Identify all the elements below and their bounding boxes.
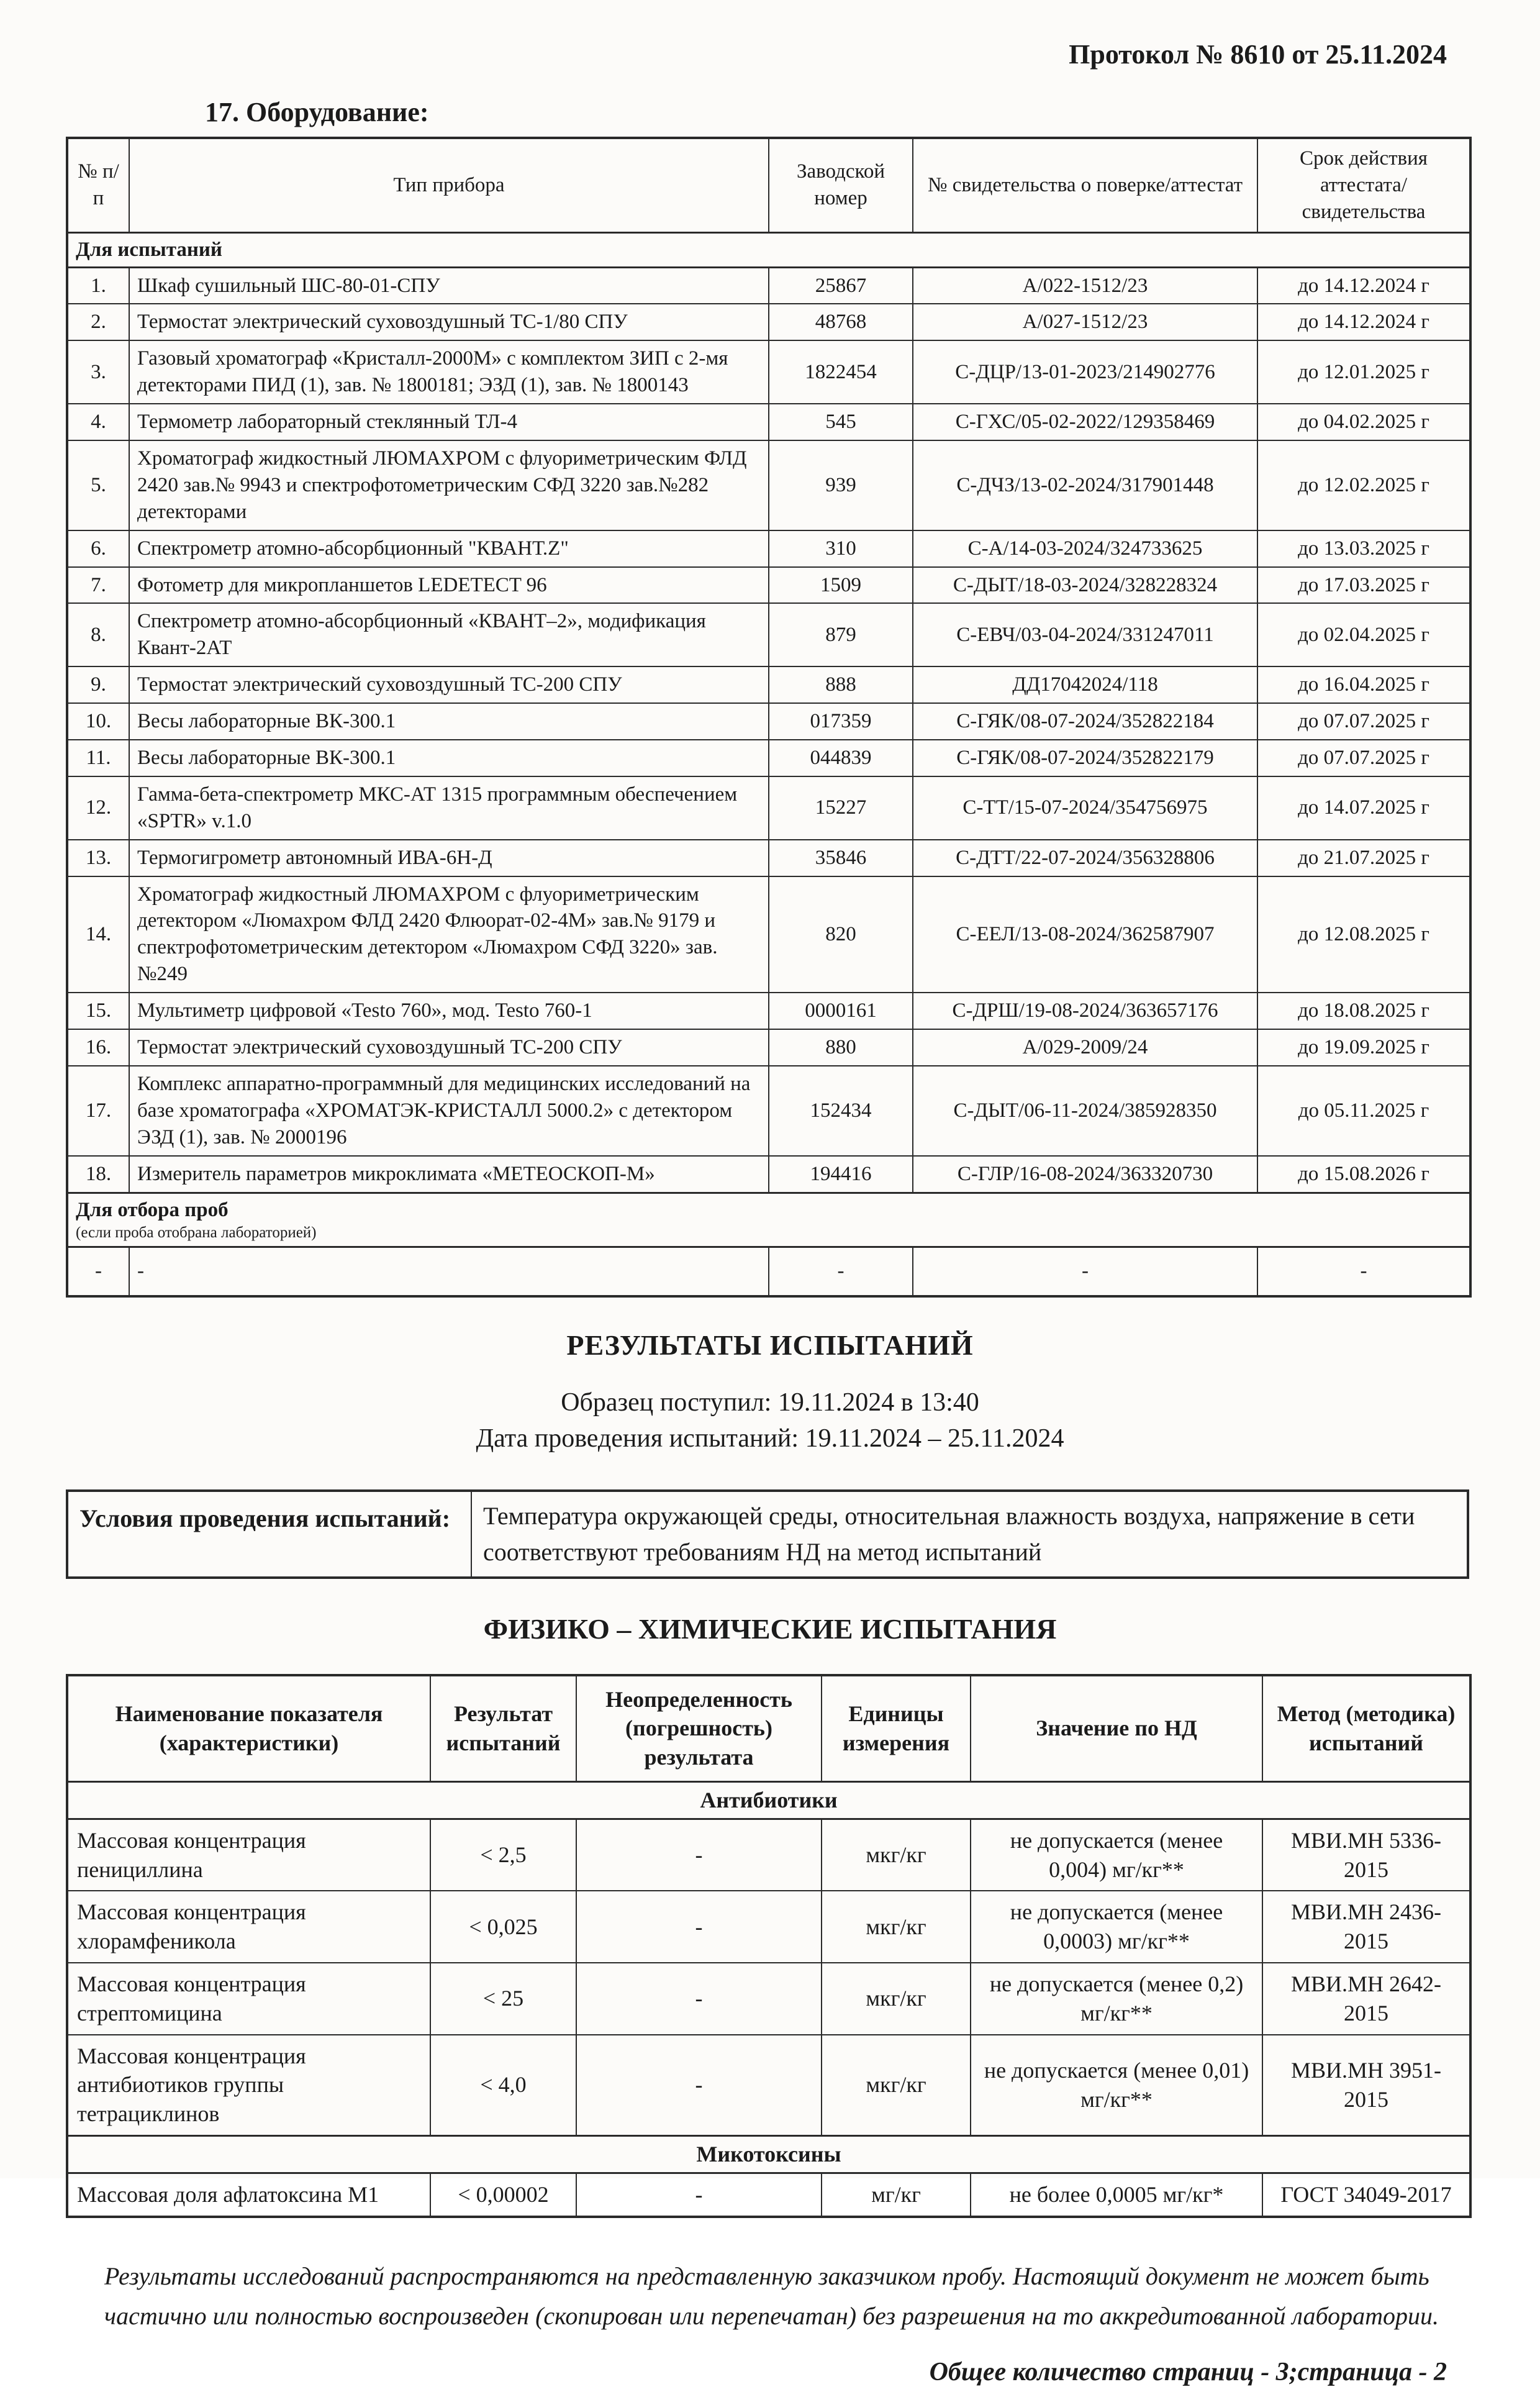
table-cell: 017359 (769, 703, 913, 740)
table-cell: 25867 (769, 267, 913, 304)
table-cell: 15. (67, 993, 129, 1029)
table-cell: 6. (67, 530, 129, 567)
table-cell: - (1257, 1247, 1470, 1296)
table-cell: до 07.07.2025 г (1257, 740, 1470, 776)
table-cell: С-ДТТ/22-07-2024/356328806 (913, 840, 1257, 876)
table-row (67, 1963, 1470, 2035)
equipment-section-title: 17. Оборудование: (205, 97, 429, 127)
table-row (67, 2173, 1470, 2216)
table-cell: 9. (67, 666, 129, 703)
table-cell: до 05.11.2025 г (1257, 1066, 1470, 1156)
table-cell: до 12.08.2025 г (1257, 876, 1470, 993)
column-header-type: Тип прибора (129, 138, 769, 232)
column-header-units: Единицы измерения (822, 1675, 971, 1782)
table-cell: 5. (67, 440, 129, 530)
table-cell: мкг/кг (822, 1819, 971, 1891)
table-cell: 880 (769, 1029, 913, 1066)
table-cell: мг/кг (822, 2173, 971, 2216)
table-cell: - (913, 1247, 1257, 1296)
table-row (67, 776, 1470, 840)
column-header-indicator: Наименование показателя (характеристики) (67, 1675, 430, 1782)
table-row (67, 840, 1470, 876)
table-cell: до 16.04.2025 г (1257, 666, 1470, 703)
table-cell: до 02.04.2025 г (1257, 603, 1470, 666)
section-note: (если проба отобрана лабораторией) (76, 1224, 317, 1242)
table-row (67, 703, 1470, 740)
table-cell: - (129, 1247, 769, 1296)
conditions-label: Условия проведения испытаний: (67, 1491, 471, 1578)
table-cell: до 12.01.2025 г (1257, 340, 1470, 404)
table-cell: мкг/кг (822, 2035, 971, 2136)
table-cell: С-А/14-03-2024/324733625 (913, 530, 1257, 567)
table-cell: 13. (67, 840, 129, 876)
table-cell: до 13.03.2025 г (1257, 530, 1470, 567)
section-label: Антибиотики (67, 1782, 1470, 1819)
table-cell: < 0,00002 (430, 2173, 576, 2216)
table-cell: 7. (67, 567, 129, 604)
table-cell: 48768 (769, 304, 913, 340)
table-cell: Спектрометр атомно-абсорбционный "КВАНТ.Z" (129, 530, 769, 567)
table-cell: С-ДЫТ/06-11-2024/385928350 (913, 1066, 1257, 1156)
table-cell: 879 (769, 603, 913, 666)
table-cell: ГОСТ 34049-2017 (1262, 2173, 1470, 2216)
table-cell: - (576, 2173, 822, 2216)
table-row (67, 1819, 1470, 1891)
table-cell: мкг/кг (822, 1891, 971, 1963)
table-cell: до 04.02.2025 г (1257, 404, 1470, 440)
table-cell: Мультиметр цифровой «Testo 760», мод. Testo 760-1 (129, 993, 769, 1029)
table-row (67, 2035, 1470, 2136)
table-cell: Весы лабораторные ВК-300.1 (129, 740, 769, 776)
column-header-method: Метод (методика) испытаний (1262, 1675, 1470, 1782)
table-cell: 15227 (769, 776, 913, 840)
table-cell: до 14.12.2024 г (1257, 267, 1470, 304)
table-cell: Массовая концентрация пенициллина (67, 1819, 430, 1891)
table-cell: 12. (67, 776, 129, 840)
table-row (67, 340, 1470, 404)
table-row (67, 1491, 1468, 1578)
table-cell: < 4,0 (430, 2035, 576, 2136)
table-cell: Весы лабораторные ВК-300.1 (129, 703, 769, 740)
table-row (67, 304, 1470, 340)
table-cell: МВИ.МН 2436-2015 (1262, 1891, 1470, 1963)
table-cell: Массовая концентрация хлорамфеникола (67, 1891, 430, 1963)
equipment-header-row (67, 138, 1470, 232)
table-cell: до 15.08.2026 г (1257, 1156, 1470, 1193)
chem-tests-table (66, 1674, 1472, 2218)
chem-tests-title: ФИЗИКО – ХИМИЧЕСКИЕ ИСПЫТАНИЯ (483, 1612, 1057, 1645)
table-cell: < 0,025 (430, 1891, 576, 1963)
table-cell: Термометр лабораторный стеклянный ТЛ-4 (129, 404, 769, 440)
table-cell: до 17.03.2025 г (1257, 567, 1470, 604)
table-row (67, 267, 1470, 304)
table-cell: МВИ.МН 5336-2015 (1262, 1819, 1470, 1891)
column-header-certificate: № свидетельства о поверке/аттестат (913, 138, 1257, 232)
table-cell: Хроматограф жидкостный ЛЮМАХРОМ с флуориметрическим ФЛД 2420 зав.№ 9943 и спектрофотометрическим СФД 3220 зав.№282 детекторами (129, 440, 769, 530)
protocol-header: Протокол № 8610 от 25.11.2024 (1069, 39, 1447, 70)
table-cell: МВИ.МН 2642-2015 (1262, 1963, 1470, 2035)
table-cell: 18. (67, 1156, 129, 1193)
table-cell: не более 0,0005 мг/кг* (971, 2173, 1262, 2216)
table-cell: С-ГХС/05-02-2022/129358469 (913, 404, 1257, 440)
table-cell: Термостат электрический суховоздушный ТС-200 СПУ (129, 666, 769, 703)
table-cell: не допускается (менее 0,0003) мг/кг** (971, 1891, 1262, 1963)
table-cell: Термостат электрический суховоздушный ТС-200 СПУ (129, 1029, 769, 1066)
table-cell: мкг/кг (822, 1963, 971, 2035)
table-cell: 10. (67, 703, 129, 740)
footer-disclaimer: Результаты исследований распространяются на представленную заказчиком пробу. Настоящий документ не может быть частично или полностью воспроизведен (скопирован или перепечатан) без разрешения на то аккредитованной лаборатории. (104, 2262, 1439, 2330)
column-header-serial: Заводской номер (769, 138, 913, 232)
table-cell: Шкаф сушильный ШС-80-01-СПУ (129, 267, 769, 304)
table-row (67, 666, 1470, 703)
table-cell: С-ДРШ/19-08-2024/363657176 (913, 993, 1257, 1029)
table-row (67, 1066, 1470, 1156)
table-section-row (67, 1193, 1470, 1247)
column-header-result: Результат испытаний (430, 1675, 576, 1782)
table-cell: 11. (67, 740, 129, 776)
table-cell: 310 (769, 530, 913, 567)
table-cell: до 14.07.2025 г (1257, 776, 1470, 840)
table-cell: А/022-1512/23 (913, 267, 1257, 304)
table-cell: С-ДЧЗ/13-02-2024/317901448 (913, 440, 1257, 530)
table-row (67, 1029, 1470, 1066)
table-cell: не допускается (менее 0,2) мг/кг** (971, 1963, 1262, 2035)
table-cell: Термостат электрический суховоздушный ТС-1/80 СПУ (129, 304, 769, 340)
table-row (67, 603, 1470, 666)
table-row (67, 993, 1470, 1029)
table-cell: А/027-1512/23 (913, 304, 1257, 340)
table-cell: до 12.02.2025 г (1257, 440, 1470, 530)
table-cell: С-ГЯК/08-07-2024/352822179 (913, 740, 1257, 776)
table-cell: 044839 (769, 740, 913, 776)
table-cell: 4. (67, 404, 129, 440)
table-section-row (67, 232, 1470, 267)
table-cell: 152434 (769, 1066, 913, 1156)
table-cell: до 21.07.2025 г (1257, 840, 1470, 876)
table-cell: 16. (67, 1029, 129, 1066)
table-cell: 1822454 (769, 340, 913, 404)
table-cell: Хроматограф жидкостный ЛЮМАХРОМ с флуориметрическим детектором «Люмахром ФЛД 2420 Флюорат-02-4М» зав.№ 9179 и спектрофотометрическим детектором «Люмахром СФД 3220» зав.№249 (129, 876, 769, 993)
page-count-line: Общее количество страниц - 3;страница - 2 (929, 2357, 1447, 2386)
table-cell: С-ЕВЧ/03-04-2024/331247011 (913, 603, 1257, 666)
table-cell: до 14.12.2024 г (1257, 304, 1470, 340)
table-cell: до 18.08.2025 г (1257, 993, 1470, 1029)
table-cell: 820 (769, 876, 913, 993)
table-cell: Массовая доля афлатоксина М1 (67, 2173, 430, 2216)
table-cell: - (576, 1819, 822, 1891)
table-cell: Массовая концентрация стрептомицина (67, 1963, 430, 2035)
table-cell: С-ДЫТ/18-03-2024/328228324 (913, 567, 1257, 604)
table-cell: Фотометр для микропланшетов LEDETECT 96 (129, 567, 769, 604)
table-cell: - (769, 1247, 913, 1296)
table-cell: А/029-2009/24 (913, 1029, 1257, 1066)
table-cell: 1. (67, 267, 129, 304)
table-cell: С-ЕЕЛ/13-08-2024/362587907 (913, 876, 1257, 993)
table-cell: - (67, 1247, 129, 1296)
table-cell: Спектрометр атомно-абсорбционный «КВАНТ–2», модификация Квант-2АТ (129, 603, 769, 666)
test-dates-line: Дата проведения испытаний: 19.11.2024 – 25.11.2024 (476, 1424, 1064, 1453)
conditions-text: Температура окружающей среды, относительная влажность воздуха, напряжение в сети соответствуют требованиям НД на метод испытаний (471, 1491, 1468, 1578)
table-cell: С-ГЯК/08-07-2024/352822184 (913, 703, 1257, 740)
table-cell: 3. (67, 340, 129, 404)
table-row (67, 1247, 1470, 1296)
table-cell: - (576, 1963, 822, 2035)
column-header-num: № п/п (67, 138, 129, 232)
table-row (67, 567, 1470, 604)
section-label: Микотоксины (67, 2136, 1470, 2173)
table-cell: - (576, 2035, 822, 2136)
table-row (67, 404, 1470, 440)
results-title: РЕЗУЛЬТАТЫ ИСПЫТАНИЙ (566, 1329, 974, 1361)
table-cell: - (576, 1891, 822, 1963)
table-cell: 14. (67, 876, 129, 993)
table-cell: < 2,5 (430, 1819, 576, 1891)
section-label: Для испытаний (67, 232, 1470, 267)
table-cell: 0000161 (769, 993, 913, 1029)
table-cell: Комплекс аппаратно-программный для медицинских исследований на базе хроматографа «ХРОМАТЭК-КРИСТАЛЛ 5000.2» с детектором ЭЗД (1), зав. № 2000196 (129, 1066, 769, 1156)
table-cell: 8. (67, 603, 129, 666)
table-cell: Газовый хроматограф «Кристалл-2000М» с комплектом ЗИП с 2-мя детекторами ПИД (1), зав. № 1800181; ЭЗД (1), зав. № 1800143 (129, 340, 769, 404)
table-row (67, 440, 1470, 530)
table-row (67, 530, 1470, 567)
table-cell: 17. (67, 1066, 129, 1156)
column-header-uncertainty: Неопределенность (погрешность) результата (576, 1675, 822, 1782)
table-row (67, 1156, 1470, 1193)
table-section-row (67, 2136, 1470, 2173)
table-cell: 2. (67, 304, 129, 340)
sample-received-line: Образец поступил: 19.11.2024 в 13:40 (561, 1388, 979, 1417)
column-header-validity: Срок действия аттестата/ свидетельства (1257, 138, 1470, 232)
table-cell: С-ГЛР/16-08-2024/363320730 (913, 1156, 1257, 1193)
table-row (67, 876, 1470, 993)
table-section-row (67, 1782, 1470, 1819)
table-cell: до 07.07.2025 г (1257, 703, 1470, 740)
chem-header-row (67, 1675, 1470, 1782)
table-cell: Гамма-бета-спектрометр МКС-АТ 1315 программным обеспечением «SPTR» v.1.0 (129, 776, 769, 840)
table-cell: до 19.09.2025 г (1257, 1029, 1470, 1066)
table-cell: 1509 (769, 567, 913, 604)
table-cell: 545 (769, 404, 913, 440)
column-header-nd-value: Значение по НД (971, 1675, 1262, 1782)
table-cell: не допускается (менее 0,004) мг/кг** (971, 1819, 1262, 1891)
table-cell: С-ДЦР/13-01-2023/214902776 (913, 340, 1257, 404)
table-cell: не допускается (менее 0,01) мг/кг** (971, 2035, 1262, 2136)
table-cell: Массовая концентрация антибиотиков группы тетрациклинов (67, 2035, 430, 2136)
table-cell: Термогигрометр автономный ИВА-6Н-Д (129, 840, 769, 876)
table-cell: < 25 (430, 1963, 576, 2035)
table-row (67, 1891, 1470, 1963)
table-cell: 939 (769, 440, 913, 530)
section-label: Для отбора проб (76, 1198, 229, 1221)
equipment-table (66, 137, 1472, 1298)
table-row (67, 740, 1470, 776)
conditions-table (66, 1489, 1469, 1579)
table-cell: МВИ.МН 3951-2015 (1262, 2035, 1470, 2136)
table-cell: С-ТТ/15-07-2024/354756975 (913, 776, 1257, 840)
table-cell: 888 (769, 666, 913, 703)
table-cell: 194416 (769, 1156, 913, 1193)
table-cell: ДД17042024/118 (913, 666, 1257, 703)
table-cell: Измеритель параметров микроклимата «МЕТЕОСКОП-М» (129, 1156, 769, 1193)
table-cell: 35846 (769, 840, 913, 876)
